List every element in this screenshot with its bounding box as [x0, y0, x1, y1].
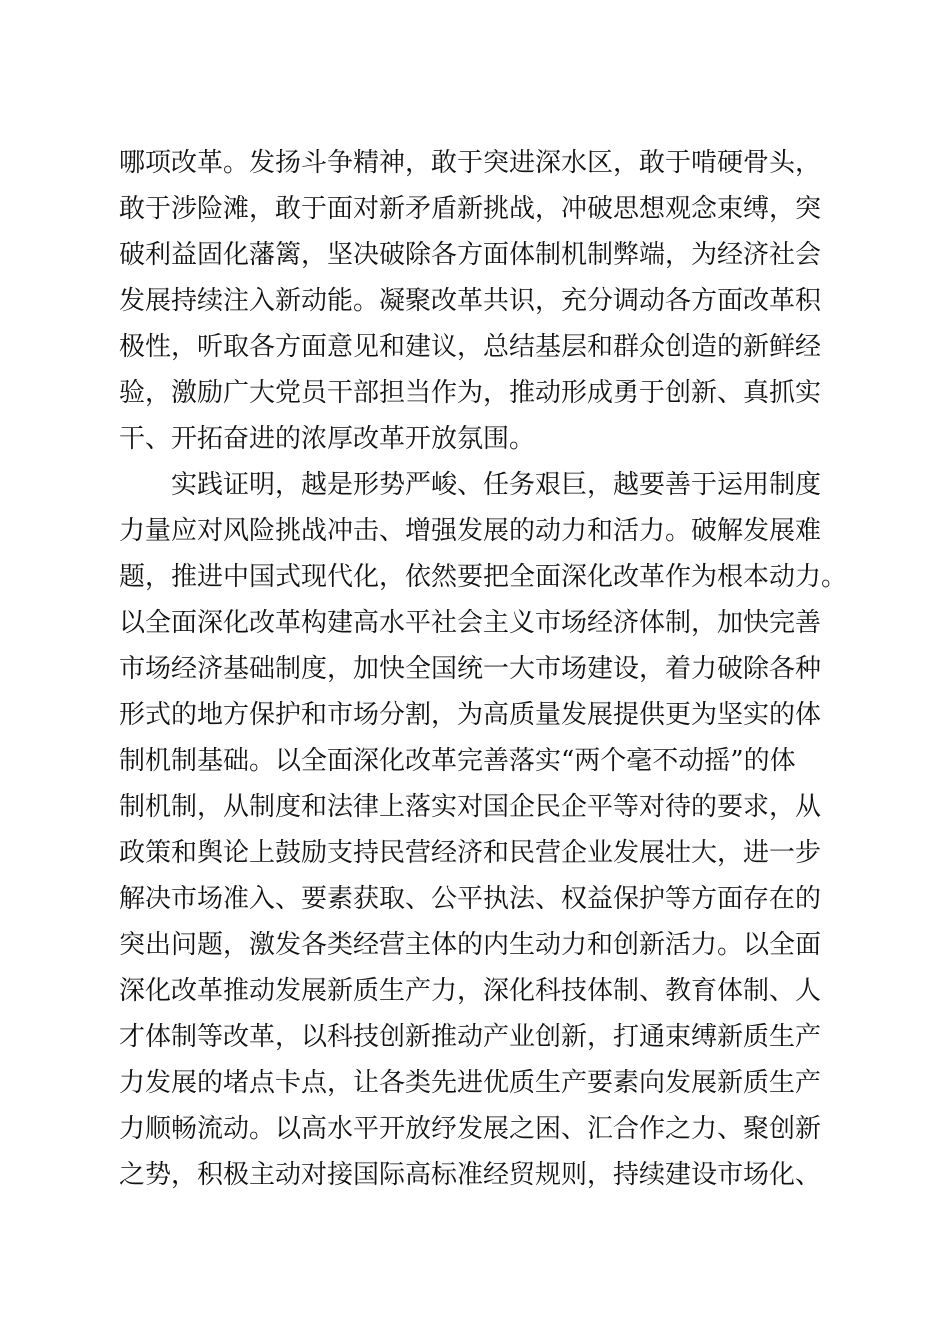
paragraph-2-line-1: 实践证明，越是形势严峻、任务艰巨，越要善于运用制度	[171, 470, 822, 500]
paragraph-1-line-6: 验，激励广大党员干部担当作为，推动形成勇于创新、真抓实	[119, 378, 822, 408]
paragraph-1-line-2: 敢于涉险滩，敢于面对新矛盾新挑战，冲破思想观念束缚，突	[119, 194, 822, 224]
paragraph-1-line-7: 干、开拓奋进的浓厚改革开放氛围。	[119, 424, 536, 454]
paragraph-1-line-5: 极性，听取各方面意见和建议，总结基层和群众创造的新鲜经	[119, 332, 822, 362]
paragraph-2-line-11: 突出问题，激发各类经营主体的内生动力和创新活力。以全面	[119, 930, 822, 960]
paragraph-2-line-8: 制机制，从制度和法律上落实对国企民企平等对待的要求，从	[119, 792, 822, 822]
paragraph-2-line-5: 市场经济基础制度，加快全国统一大市场建设，着力破除各种	[119, 654, 822, 684]
paragraph-2-line-2: 力量应对风险挑战冲击、增强发展的动力和活力。破解发展难	[119, 516, 822, 546]
paragraph-2-line-15: 力顺畅流动。以高水平开放纾发展之困、汇合作之力、聚创新	[119, 1114, 822, 1144]
paragraph-2-line-9: 政策和舆论上鼓励支持民营经济和民营企业发展壮大，进一步	[119, 838, 822, 868]
paragraph-1-line-4: 发展持续注入新动能。凝聚改革共识，充分调动各方面改革积	[119, 286, 822, 316]
paragraph-2-line-6: 形式的地方保护和市场分割，为高质量发展提供更为坚实的体	[119, 700, 822, 730]
paragraph-2-line-10: 解决市场准入、要素获取、公平执法、权益保护等方面存在的	[119, 884, 822, 914]
paragraph-2-line-4: 以全面深化改革构建高水平社会主义市场经济体制，加快完善	[119, 608, 822, 638]
paragraph-2-line-12: 深化改革推动发展新质生产力，深化科技体制、教育体制、人	[119, 976, 822, 1006]
paragraph-2-line-7: 制机制基础。以全面深化改革完善落实“两个毫不动摇”的体	[119, 746, 796, 776]
paragraph-1-line-1: 哪项改革。发扬斗争精神，敢于突进深水区，敢于啃硬骨头，	[119, 148, 822, 178]
paragraph-2-line-14: 力发展的堵点卡点，让各类先进优质生产要素向发展新质生产	[119, 1068, 822, 1098]
paragraph-2-line-16: 之势，积极主动对接国际高标准经贸规则，持续建设市场化、	[119, 1160, 822, 1190]
paragraph-1-line-3: 破利益固化藩篱，坚决破除各方面体制机制弊端，为经济社会	[119, 240, 822, 270]
paragraph-2-line-3: 题，推进中国式现代化，依然要把全面深化改革作为根本动力。	[119, 562, 848, 592]
paragraph-2-line-13: 才体制等改革，以科技创新推动产业创新，打通束缚新质生产	[119, 1022, 822, 1052]
